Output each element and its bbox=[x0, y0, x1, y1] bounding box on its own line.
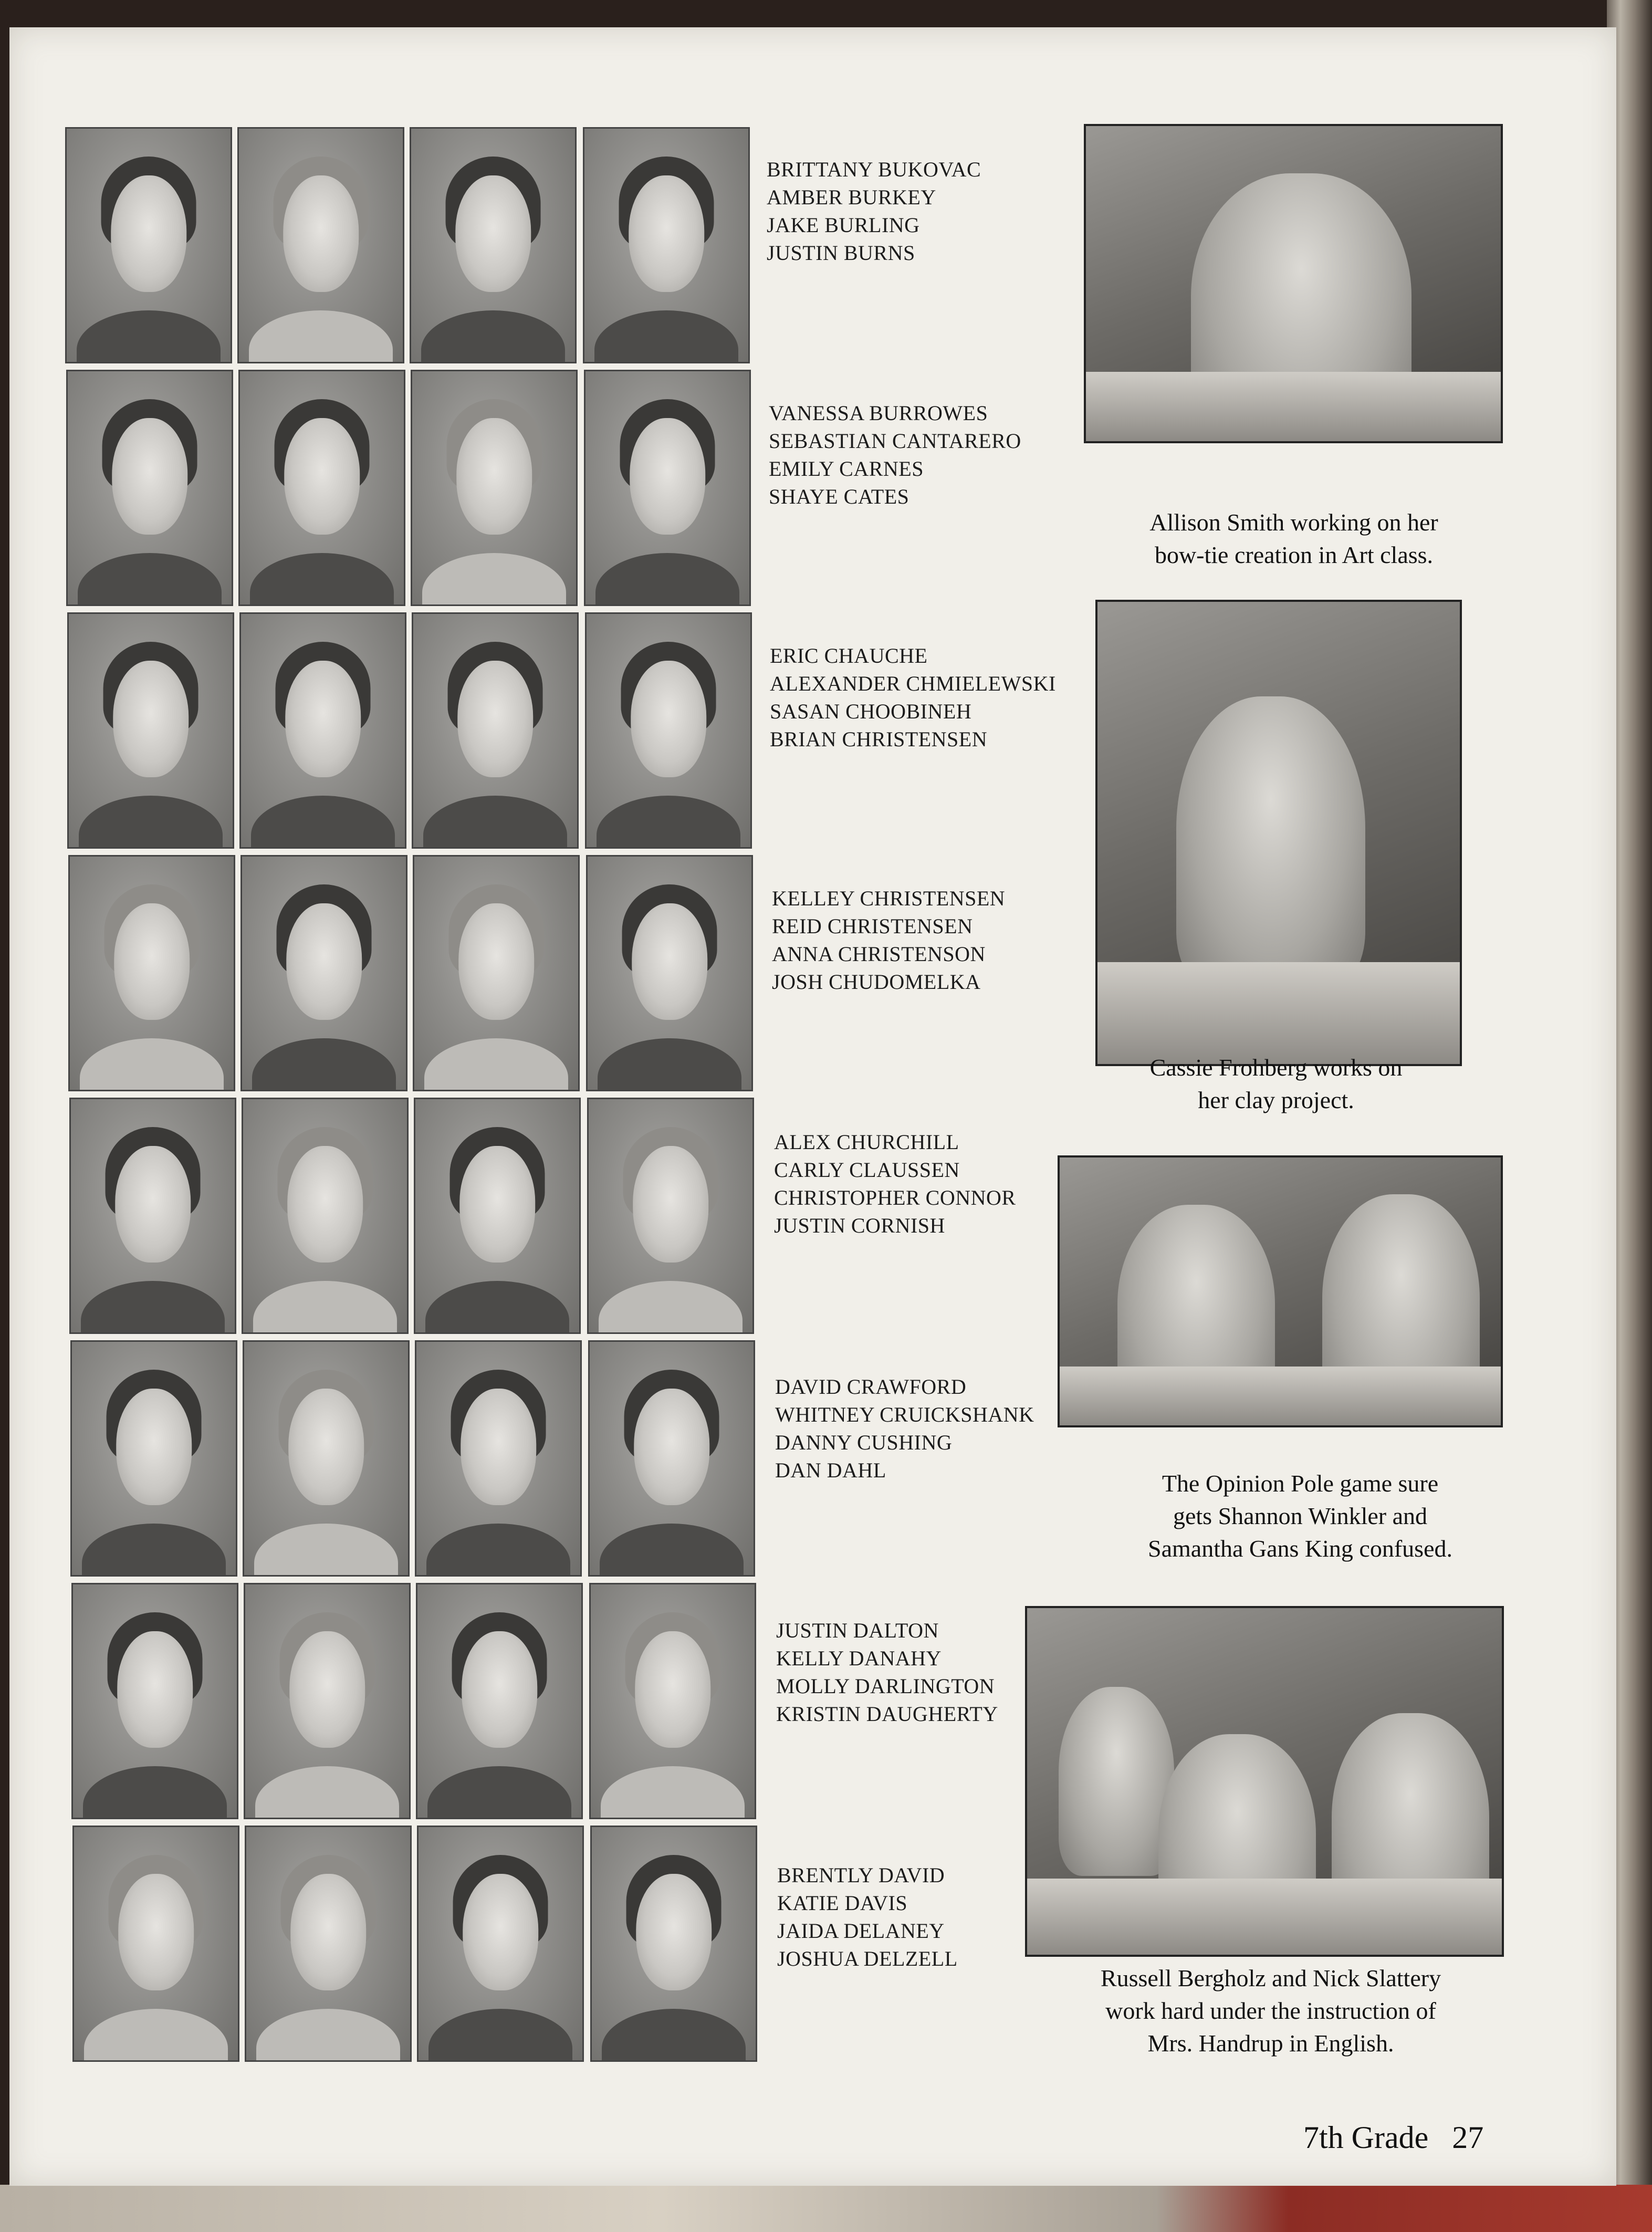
student-portrait bbox=[583, 127, 750, 363]
student-name: REID CHRISTENSEN bbox=[772, 914, 973, 938]
student-portrait bbox=[243, 1340, 410, 1577]
candid-photo-opinion-pole bbox=[1058, 1155, 1503, 1427]
student-name: CARLY CLAUSSEN bbox=[774, 1158, 960, 1182]
student-name: BRIAN CHRISTENSEN bbox=[770, 727, 988, 751]
student-portrait bbox=[69, 1098, 236, 1334]
page-number: 27 bbox=[1452, 2120, 1484, 2155]
student-name: EMILY CARNES bbox=[769, 457, 924, 481]
student-portrait bbox=[241, 855, 407, 1091]
caption-opinion-pole: The Opinion Pole game sure gets Shannon Winkler and Samantha Gans King confused. bbox=[1148, 1470, 1452, 1562]
student-name: BRITTANY BUKOVAC bbox=[767, 158, 981, 181]
student-portrait bbox=[590, 1826, 757, 2062]
student-portrait bbox=[242, 1098, 409, 1334]
student-name: JAKE BURLING bbox=[767, 213, 920, 237]
caption-art-class: Allison Smith working on her bow-tie creation in Art class. bbox=[1149, 509, 1438, 568]
student-name: DAN DAHL bbox=[775, 1458, 886, 1482]
student-name: KATIE DAVIS bbox=[777, 1891, 908, 1915]
candid-photo-art-class bbox=[1084, 124, 1503, 443]
student-name: MOLLY DARLINGTON bbox=[776, 1674, 995, 1698]
student-portrait bbox=[238, 370, 405, 606]
student-portrait bbox=[589, 1583, 756, 1819]
student-name: KELLY DANAHY bbox=[776, 1646, 942, 1670]
student-name: JUSTIN DALTON bbox=[776, 1619, 939, 1642]
student-name: JOSHUA DELZELL bbox=[777, 1947, 958, 1970]
student-portrait bbox=[411, 370, 578, 606]
student-portrait bbox=[66, 370, 233, 606]
student-name: KRISTIN DAUGHERTY bbox=[776, 1702, 998, 1726]
name-list-row-2 bbox=[769, 399, 1105, 510]
student-portrait bbox=[65, 127, 232, 363]
student-name: SASAN CHOOBINEH bbox=[770, 700, 972, 723]
student-name: JUSTIN BURNS bbox=[767, 241, 915, 265]
scan-edge-bottom bbox=[0, 2185, 1652, 2232]
student-portrait bbox=[237, 127, 404, 363]
student-portrait bbox=[586, 855, 753, 1091]
student-name: ERIC CHAUCHE bbox=[770, 644, 928, 667]
student-portrait bbox=[68, 855, 235, 1091]
student-name: ALEX CHURCHILL bbox=[774, 1130, 959, 1154]
student-portrait bbox=[417, 1826, 584, 2062]
student-portrait bbox=[72, 1826, 239, 2062]
student-portrait bbox=[410, 127, 577, 363]
student-name: ANNA CHRISTENSON bbox=[772, 942, 986, 966]
student-name: DAVID CRAWFORD bbox=[775, 1375, 967, 1399]
student-portrait bbox=[584, 370, 751, 606]
student-name: VANESSA BURROWES bbox=[769, 401, 988, 425]
name-list-row-1 bbox=[767, 155, 1103, 267]
student-portrait bbox=[587, 1098, 754, 1334]
student-portrait bbox=[585, 612, 752, 849]
student-portrait bbox=[588, 1340, 755, 1577]
name-list-row-4 bbox=[772, 884, 1108, 996]
student-portrait bbox=[67, 612, 234, 849]
student-name: KELLEY CHRISTENSEN bbox=[772, 886, 1006, 910]
student-name: ALEXANDER CHMIELEWSKI bbox=[770, 672, 1056, 695]
student-name: SHAYE CATES bbox=[769, 485, 909, 508]
student-portrait bbox=[70, 1340, 237, 1577]
candid-photo-english-class bbox=[1025, 1606, 1504, 1957]
student-name: DANNY CUSHING bbox=[775, 1431, 953, 1454]
candid-photo-clay-project bbox=[1095, 600, 1462, 1066]
student-name: WHITNEY CRUICKSHANK bbox=[775, 1403, 1034, 1426]
page-footer bbox=[1303, 2120, 1499, 2156]
student-portrait bbox=[413, 855, 580, 1091]
student-portrait bbox=[414, 1098, 581, 1334]
student-portrait bbox=[415, 1340, 582, 1577]
student-portrait bbox=[239, 612, 406, 849]
student-name: CHRISTOPHER CONNOR bbox=[774, 1186, 1016, 1209]
student-name: AMBER BURKEY bbox=[767, 185, 936, 209]
caption-clay-project: Cassie Frohberg works on her clay project. bbox=[1149, 1054, 1403, 1113]
student-name: JOSH CHUDOMELKA bbox=[772, 970, 981, 994]
student-portrait bbox=[244, 1583, 411, 1819]
student-portrait bbox=[412, 612, 579, 849]
name-list-row-3 bbox=[770, 642, 1106, 753]
section-title: 7th Grade bbox=[1303, 2120, 1429, 2155]
student-portrait bbox=[245, 1826, 412, 2062]
student-portrait bbox=[71, 1583, 238, 1819]
yearbook-page bbox=[9, 27, 1616, 2186]
student-name: BRENTLY DAVID bbox=[777, 1863, 945, 1887]
caption-english-class: Russell Bergholz and Nick Slattery work hard under the instruction of Mrs. Handrup in English. bbox=[1100, 1965, 1441, 2057]
student-name: JUSTIN CORNISH bbox=[774, 1214, 945, 1237]
student-portrait bbox=[416, 1583, 583, 1819]
student-name: JAIDA DELANEY bbox=[777, 1919, 945, 1943]
student-name: SEBASTIAN CANTARERO bbox=[769, 429, 1021, 453]
